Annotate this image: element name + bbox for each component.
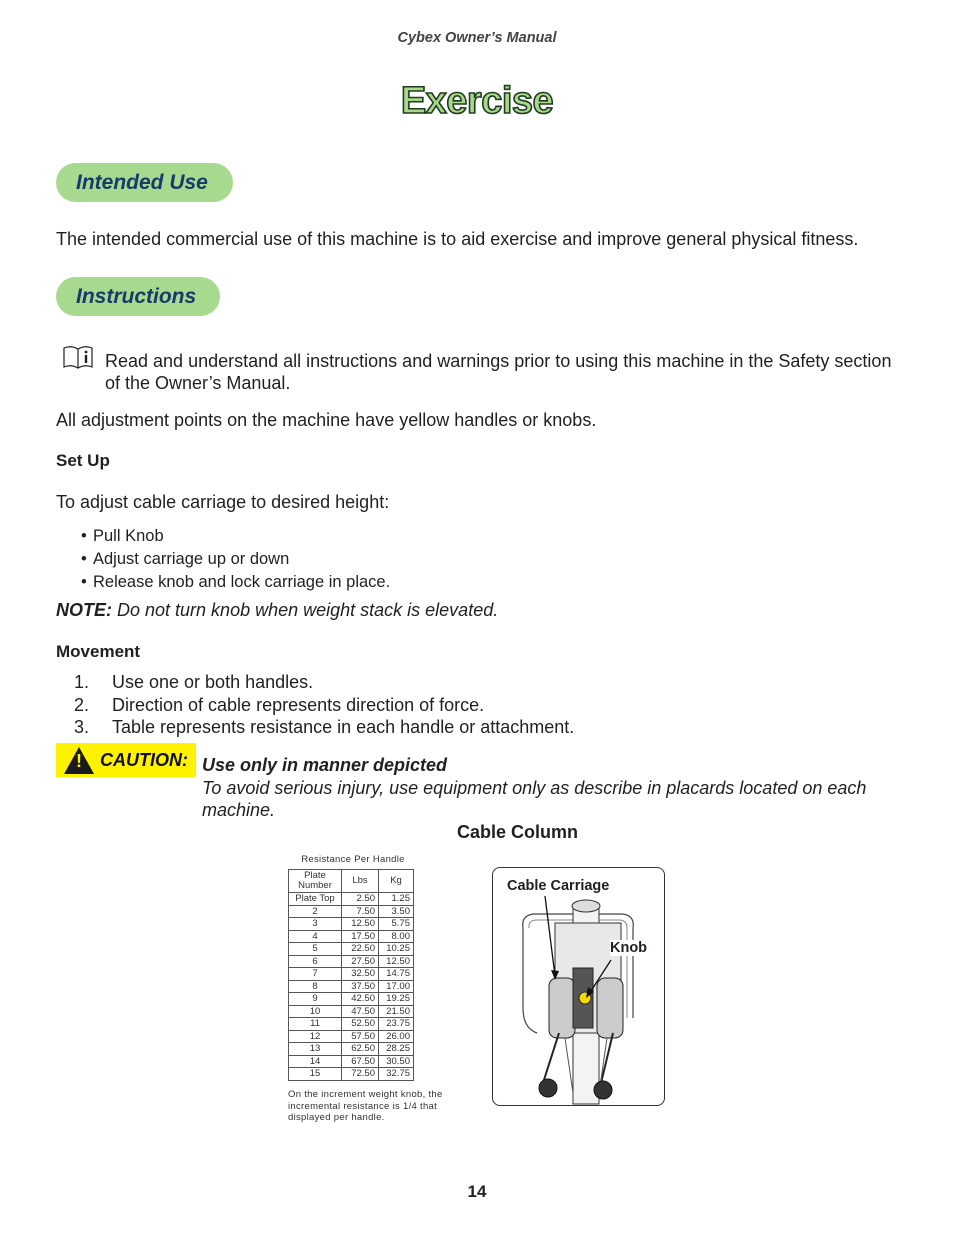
- table-cell: 1.25: [379, 893, 414, 906]
- caution-badge: [56, 743, 196, 777]
- table-cell: 26.00: [379, 1030, 414, 1043]
- table-cell: 62.50: [342, 1043, 379, 1056]
- table-row: [289, 893, 414, 906]
- table-cell: 32.50: [342, 968, 379, 981]
- note-label: NOTE:: [56, 600, 112, 620]
- table-cell: 12.50: [379, 955, 414, 968]
- table-cell: 13: [289, 1043, 342, 1056]
- setup-intro: To adjust cable carriage to desired height:: [56, 492, 390, 512]
- caution-message: [202, 754, 922, 822]
- note-text: Do not turn knob when weight stack is elevated.: [112, 600, 499, 620]
- movement-heading: Movement: [56, 642, 141, 661]
- list-item: 3. Table represents resistance in each handle or attachment.: [74, 717, 575, 737]
- table-cell: 17.50: [342, 930, 379, 943]
- table-cell: 7.50: [342, 905, 379, 918]
- table-cell: 21.50: [379, 1005, 414, 1018]
- setup-note: [56, 600, 498, 621]
- cable-carriage-illustration: [493, 868, 664, 1105]
- table-row: [289, 968, 414, 981]
- table-caption: Resistance Per Handle: [301, 854, 405, 865]
- table-row: [289, 918, 414, 931]
- table-row: [289, 980, 414, 993]
- table-cell: 57.50: [342, 1030, 379, 1043]
- table-cell: 52.50: [342, 1018, 379, 1031]
- intended-use-heading: Intended Use: [56, 163, 233, 202]
- table-cell: 10: [289, 1005, 342, 1018]
- table-cell: 37.50: [342, 980, 379, 993]
- caution-text: To avoid serious injury, use equipment only as describe in placards located on each machine.: [202, 777, 867, 820]
- table-row: [289, 993, 414, 1006]
- cable-carriage-label: Cable Carriage: [507, 878, 610, 894]
- table-cell: 14: [289, 1055, 342, 1068]
- table-cell: 3.50: [379, 905, 414, 918]
- column-header: Lbs: [342, 870, 379, 893]
- instructions-heading: Instructions: [56, 277, 220, 316]
- setup-steps-list: [81, 525, 390, 594]
- table-cell: 19.25: [379, 993, 414, 1006]
- table-row: [289, 955, 414, 968]
- page-number: 14: [467, 1182, 487, 1201]
- table-cell: 8: [289, 980, 342, 993]
- table-row: [289, 1068, 414, 1081]
- table-cell: 6: [289, 955, 342, 968]
- table-cell: 5.75: [379, 918, 414, 931]
- caution-label: CAUTION:: [100, 749, 188, 770]
- table-cell: 8.00: [379, 930, 414, 943]
- table-row: [289, 1018, 414, 1031]
- table-cell: 28.25: [379, 1043, 414, 1056]
- table-cell: 12: [289, 1030, 342, 1043]
- table-cell: 9: [289, 993, 342, 1006]
- table-row: [289, 943, 414, 956]
- list-item: 2. Direction of cable represents direction of force.: [74, 694, 485, 715]
- intended-use-text: The intended commercial use of this machine is to aid exercise and improve general physical fitness.: [56, 229, 859, 249]
- table-cell: 30.50: [379, 1055, 414, 1068]
- table-row: [289, 1030, 414, 1043]
- table-cell: 14.75: [379, 968, 414, 981]
- list-item: • Release knob and lock carriage in place.: [81, 571, 390, 594]
- list-item: • Adjust carriage up or down: [81, 548, 390, 571]
- resistance-table: [288, 869, 414, 1081]
- table-row: [289, 905, 414, 918]
- table-cell: 2: [289, 905, 342, 918]
- table-cell: 67.50: [342, 1055, 379, 1068]
- table-cell: 27.50: [342, 955, 379, 968]
- table-cell: 3: [289, 918, 342, 931]
- adjustment-note: All adjustment points on the machine have yellow handles or knobs.: [56, 410, 597, 430]
- table-cell: 15: [289, 1068, 342, 1081]
- column-header: Plate Number: [289, 870, 342, 893]
- manual-header: Cybex Owner’s Manual: [397, 30, 557, 46]
- table-header-row: [289, 870, 414, 893]
- table-cell: 4: [289, 930, 342, 943]
- table-cell: 11: [289, 1018, 342, 1031]
- list-item: 1. Use one or both handles.: [74, 672, 314, 692]
- table-cell: 7: [289, 968, 342, 981]
- table-row: [289, 1005, 414, 1018]
- table-cell: Plate Top: [289, 893, 342, 906]
- table-cell: 17.00: [379, 980, 414, 993]
- table-row: [289, 1043, 414, 1056]
- page-title: Exercise: [400, 80, 554, 122]
- column-header: Kg: [379, 870, 414, 893]
- table-footnote: On the increment weight knob, the incremental resistance is 1/4 that displayed per handle.: [288, 1089, 443, 1123]
- table-cell: 42.50: [342, 993, 379, 1006]
- table-cell: 47.50: [342, 1005, 379, 1018]
- knob-label: Knob: [610, 940, 648, 956]
- movement-steps-list: [56, 671, 574, 739]
- table-cell: 2.50: [342, 893, 379, 906]
- warning-triangle-icon: !: [64, 747, 94, 774]
- cable-column-figure: [492, 867, 665, 1106]
- table-cell: 32.75: [379, 1068, 414, 1081]
- table-cell: 23.75: [379, 1018, 414, 1031]
- list-item: • Pull Knob: [81, 525, 390, 548]
- table-cell: 12.50: [342, 918, 379, 931]
- manual-info-icon: [62, 345, 96, 371]
- table-cell: 72.50: [342, 1068, 379, 1081]
- caution-title: Use only in manner depicted: [202, 755, 448, 775]
- table-cell: 22.50: [342, 943, 379, 956]
- table-row: [289, 930, 414, 943]
- setup-heading: Set Up: [56, 451, 110, 470]
- table-cell: 10.25: [379, 943, 414, 956]
- table-cell: 5: [289, 943, 342, 956]
- cable-column-heading: Cable Column: [457, 822, 579, 842]
- table-row: [289, 1055, 414, 1068]
- read-instructions-notice: Read and understand all instructions and warnings prior to using this machine in the Safety section of the Owner’s Manual.: [105, 351, 892, 393]
